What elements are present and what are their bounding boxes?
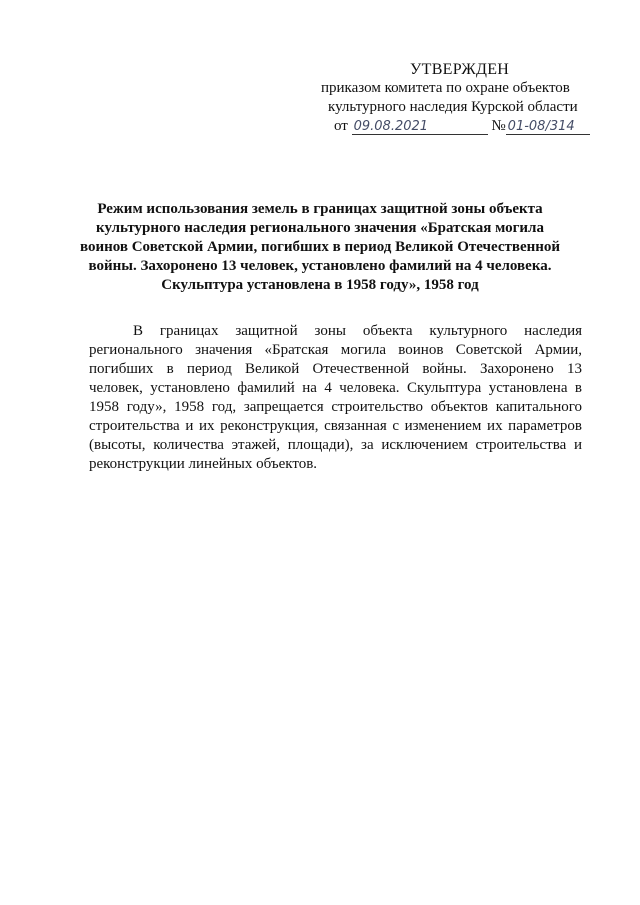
- approval-order-line: приказом комитета по охране объектов: [321, 80, 570, 96]
- body-line: В границах защитной зоны объекта культурного наследия: [133, 323, 582, 339]
- body-line: (высоты, количества этажей, площади), за исключением строительства и: [89, 437, 582, 453]
- title-line: Скульптура установлена в 1958 году», 1958 год: [161, 277, 479, 293]
- approval-date-number-row: [334, 117, 618, 136]
- body-line: человек, установлено фамилий на 4 человека. Скульптура установлена в: [89, 380, 582, 396]
- approved-heading: УТВЕРЖДЕН: [410, 61, 510, 78]
- date-prefix: от: [334, 118, 348, 134]
- handwritten-date: 09.08.2021: [352, 119, 488, 135]
- body-paragraph: [89, 322, 582, 474]
- document-title: [70, 200, 570, 295]
- title-line: культурного наследия регионального значения «Братская могила: [96, 220, 544, 236]
- body-line: строительства и их реконструкция, связанная с изменением их параметров: [89, 418, 582, 434]
- number-prefix: №: [491, 118, 506, 134]
- handwritten-number: 01-08/314: [506, 119, 590, 135]
- body-line: 1958 году», 1958 год, запрещается строительство объектов капитального: [89, 399, 582, 415]
- body-line: регионального значения «Братская могила воинов Советской Армии,: [89, 342, 582, 358]
- body-line: погибших в период Великой Отечественной войны. Захоронено 13: [89, 361, 582, 377]
- title-line: войны. Захоронено 13 человек, установлено фамилий на 4 человека.: [88, 258, 552, 274]
- title-line: воинов Советской Армии, погибших в период Великой Отечественной: [79, 239, 561, 255]
- approval-stamp-block: [318, 60, 618, 136]
- approval-committee-line: культурного наследия Курской области: [328, 99, 578, 115]
- body-line: реконструкции линейных объектов.: [89, 456, 318, 472]
- title-line: Режим использования земель в границах защитной зоны объекта: [97, 201, 543, 217]
